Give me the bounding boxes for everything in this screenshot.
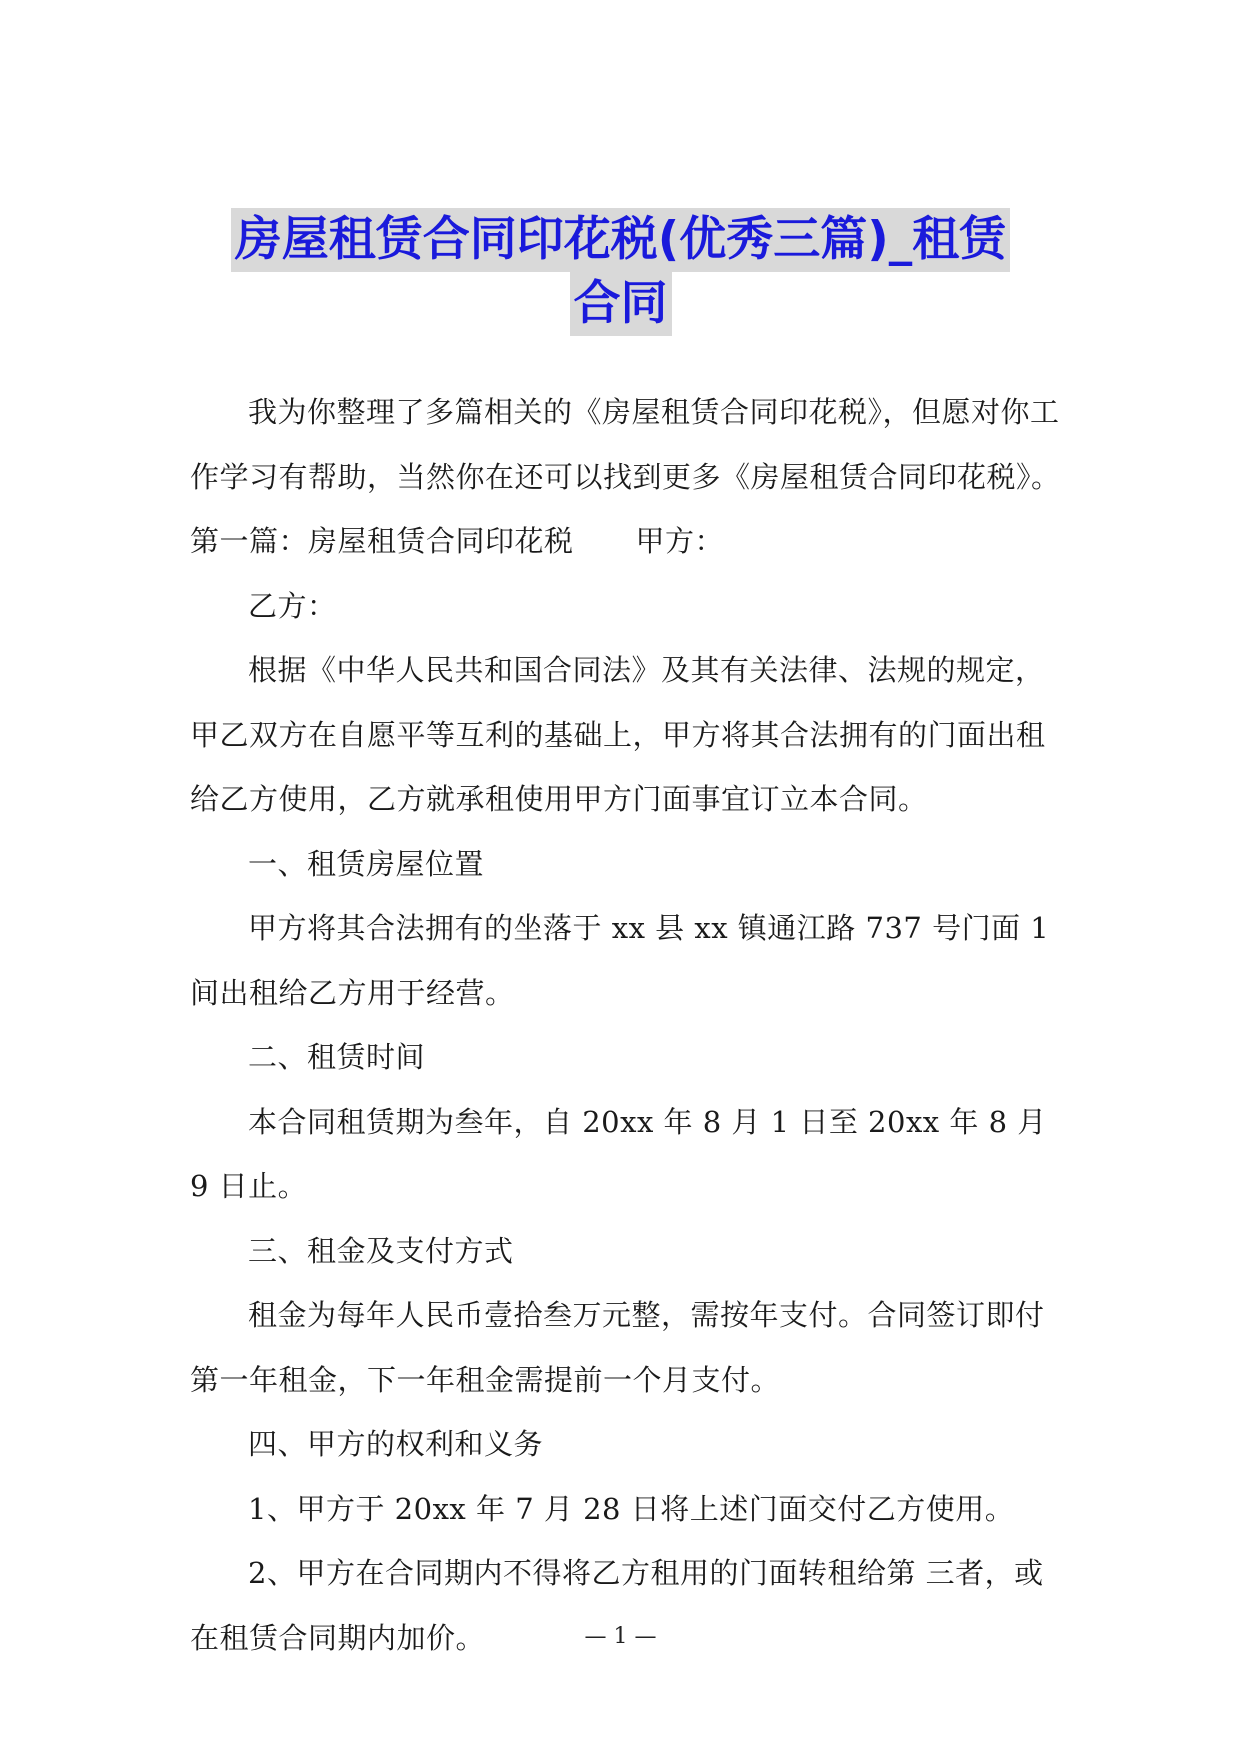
document-title <box>0 208 1241 336</box>
party-a-label: 甲方： <box>635 524 725 558</box>
section-4-item-1: 1、甲方于 20xx 年 7 月 28 日将上述门面交付乙方使用。 <box>248 1491 1015 1526</box>
section-4-title: 四、甲方的权利和义务 <box>248 1427 544 1461</box>
section-1-body: 甲方将其合法拥有的坐落于 xx 县 xx 镇通江路 737 号门面 1 间出租给乙方用于经营。 <box>190 911 1050 1010</box>
title-line-2: 合同 <box>570 272 672 336</box>
page-number: — 1 — <box>584 1624 657 1649</box>
basis-paragraph: 根据《中华人民共和国合同法》及其有关法律、法规的规定，甲乙双方在自愿平等互利的基础上，甲方将其合法拥有的门面出租给乙方使用，乙方就承租使用甲方门面事宜订立本合同。 <box>190 653 1046 816</box>
section-2-title: 二、租赁时间 <box>248 1040 426 1074</box>
section-3-body: 租金为每年人民币壹拾叁万元整，需按年支付。合同签订即付第一年租金，下一年租金需提前一个月支付。 <box>190 1298 1045 1397</box>
section-4-item-2: 2、甲方在合同期内不得将乙方租用的门面转租给第 三者，或在租赁合同期内加价。 <box>190 1556 1044 1655</box>
first-article-heading: 第一篇：房屋租赁合同印花税 <box>190 524 574 558</box>
first-article-heading-line <box>190 509 1070 574</box>
party-b-label: 乙方： <box>248 588 337 623</box>
title-line-1: 房屋租赁合同印花税(优秀三篇)_租赁 <box>231 208 1010 272</box>
document-body <box>190 380 1070 1670</box>
section-1-title: 一、租赁房屋位置 <box>248 846 485 881</box>
section-2-body: 本合同租赁期为叁年，自 20xx 年 8 月 1 日至 20xx 年 8 月 9 日止。 <box>190 1104 1047 1203</box>
intro-paragraph: 我为你整理了多篇相关的《房屋租赁合同印花税》，但愿对你工作学习有帮助，当然你在还可以找到更多《房屋租赁合同印花税》。 <box>190 395 1061 494</box>
section-3-title: 三、租金及支付方式 <box>248 1233 514 1268</box>
